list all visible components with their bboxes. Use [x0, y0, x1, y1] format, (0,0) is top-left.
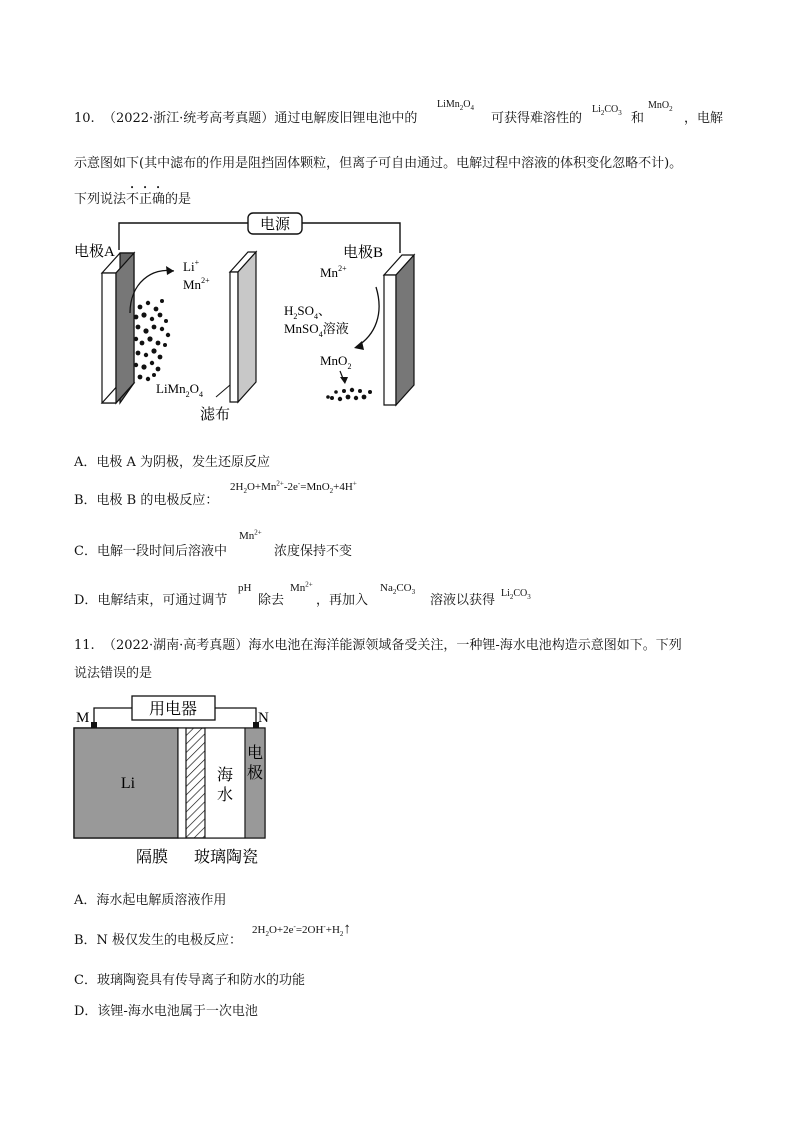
q10-option-d-text3: ，再加入 — [316, 593, 369, 608]
q11-battery-diagram — [70, 690, 280, 870]
q10-formula-limn2o4: $LiMn_2O_4$ — [437, 99, 475, 112]
q10-stem-text-2: 可获得难溶性的 — [491, 111, 583, 126]
q11-label-membrane: 隔膜 — [136, 849, 169, 866]
q10-option-c-ion: $Mn^{2+}$ — [239, 528, 262, 542]
q10-electrolysis-diagram — [70, 205, 430, 425]
q11-label-electrode-2: 极 — [246, 765, 264, 782]
q10-power-label: 电源 — [259, 217, 291, 233]
q10-label-electrode-b: 电极B — [343, 245, 384, 261]
q11-option-b-equation: $2H_2O+2e^-=2OH^-+H_2↑$ — [252, 921, 351, 939]
q11-glass-ceramic — [186, 728, 205, 838]
q10-option-a[interactable]: A．电极 A 为阴极，发生还原反应 — [74, 455, 271, 470]
q10-label-electrode-a: 电极A — [74, 244, 115, 260]
q11-option-d[interactable]: D．该锂-海水电池属于一次电池 — [74, 1004, 258, 1019]
q10-filter-face — [238, 252, 256, 402]
q10-arrow-oxidation — [356, 287, 379, 347]
q11-label-seawater-2: 水 — [216, 787, 234, 804]
q11-wire-left — [94, 708, 132, 724]
q10-formula-mno2: MnO$_2$ — [648, 100, 673, 113]
q10-limn2o4-particles — [134, 299, 171, 381]
q10-option-d[interactable]: D．电解结束，可通过调节 — [74, 593, 228, 608]
q10-option-c[interactable]: C．电解一段时间后溶液中 — [74, 544, 227, 559]
q11-label-n: N — [258, 710, 269, 726]
q10-label-limn2o4: $LiMn_2O_4$ — [156, 381, 204, 399]
q11-device-label: 用电器 — [148, 701, 198, 718]
q10-formula-li2co3: $Li_2CO_3$ — [592, 104, 622, 117]
q10-stem-line2: 示意图如下(其中滤布的作用是阻挡固体颗粒，但离子可自由通过。电解过程中溶液的体积变化忽略不计)。 — [74, 156, 683, 171]
q10-label-li-ion: Li+ — [183, 258, 200, 274]
q10-stem-text-3: ，电解 — [684, 111, 724, 126]
q10-stem-and: 和 — [631, 111, 645, 126]
q10-label-mnso4: MnSO$_4$溶液 — [284, 321, 349, 339]
q11-stem-line1: 11. （2022·湖南·高考真题）海水电池在海洋能源领域备受关注，一种锂-海水电池构造示意图如下。下列 — [74, 638, 682, 653]
q10-electrode-b-side — [384, 275, 396, 405]
q11-terminal-m — [91, 722, 97, 728]
q10-label-mn-right: $Mn^{2+}$ — [320, 264, 347, 280]
q10-emphasis-text: 不正确 — [126, 192, 166, 207]
q10-option-c-tail: 浓度保持不变 — [274, 544, 353, 559]
q10-electrode-a-body — [116, 253, 134, 403]
q10-option-d-ion: $Mn^{2+}$ — [290, 580, 313, 594]
q11-label-electrode-1: 电 — [246, 745, 264, 762]
q11-label-li: Li — [120, 775, 136, 792]
q10-option-d-text2: 除去 — [258, 593, 285, 608]
q10-option-b[interactable]: B．电极 B 的电极反应： — [74, 493, 219, 508]
q10-option-b-equation: $2H_2O+Mn^{2+}-2e^-=MnO_2+4H^+$ — [230, 479, 357, 496]
q10-option-d-na2co3: $Na_2CO_3$ — [380, 582, 416, 597]
q10-stem-line1 — [74, 110, 417, 128]
q10-option-d-ph: pH — [238, 582, 252, 594]
q10-source: （2022·浙江·统考高考真题） — [102, 111, 275, 126]
q10-label-filter: 滤布 — [200, 407, 231, 423]
q10-option-d-li2co3: $Li_2CO_3$ — [501, 588, 531, 601]
q11-label-seawater-1: 海 — [216, 767, 234, 784]
q10-electrode-b-face — [396, 255, 414, 405]
q11-membrane — [178, 728, 186, 838]
q10-option-d-text4: 溶液以获得 — [430, 593, 496, 608]
q10-label-mn-ion: $Mn^{2+}$ — [183, 276, 210, 292]
q10-stem-text: 通过电解废旧锂电池中的 — [274, 111, 418, 126]
q11-label-ceramic: 玻璃陶瓷 — [194, 849, 259, 866]
q10-electrode-a-side — [102, 273, 116, 403]
q11-option-b[interactable]: B．N 极仅发生的电极反应： — [74, 933, 243, 948]
q11-wire-right — [215, 708, 256, 724]
q11-stem-line2: 说法错误的是 — [74, 666, 153, 681]
q10-stem-line3: 下列说法不正确的是 — [74, 192, 192, 207]
q10-label-h2so4: $H_2SO_4$、 — [284, 303, 332, 321]
q11-option-c[interactable]: C．玻璃陶瓷具有传导离子和防水的功能 — [74, 973, 305, 988]
q11-option-a[interactable]: A．海水起电解质溶液作用 — [74, 893, 227, 908]
q10-number: 10. — [74, 111, 95, 126]
q11-label-m: M — [76, 710, 90, 726]
q10-arrow-ion-release — [130, 270, 174, 313]
q10-label-mno2: MnO$_2$ — [320, 353, 352, 371]
q10-wire-left — [119, 223, 248, 250]
q11-number: 11. — [74, 638, 95, 653]
q10-mno2-precipitate — [326, 388, 372, 401]
q11-source: （2022·湖南·高考真题） — [102, 638, 249, 653]
q10-filter-side — [230, 272, 238, 402]
